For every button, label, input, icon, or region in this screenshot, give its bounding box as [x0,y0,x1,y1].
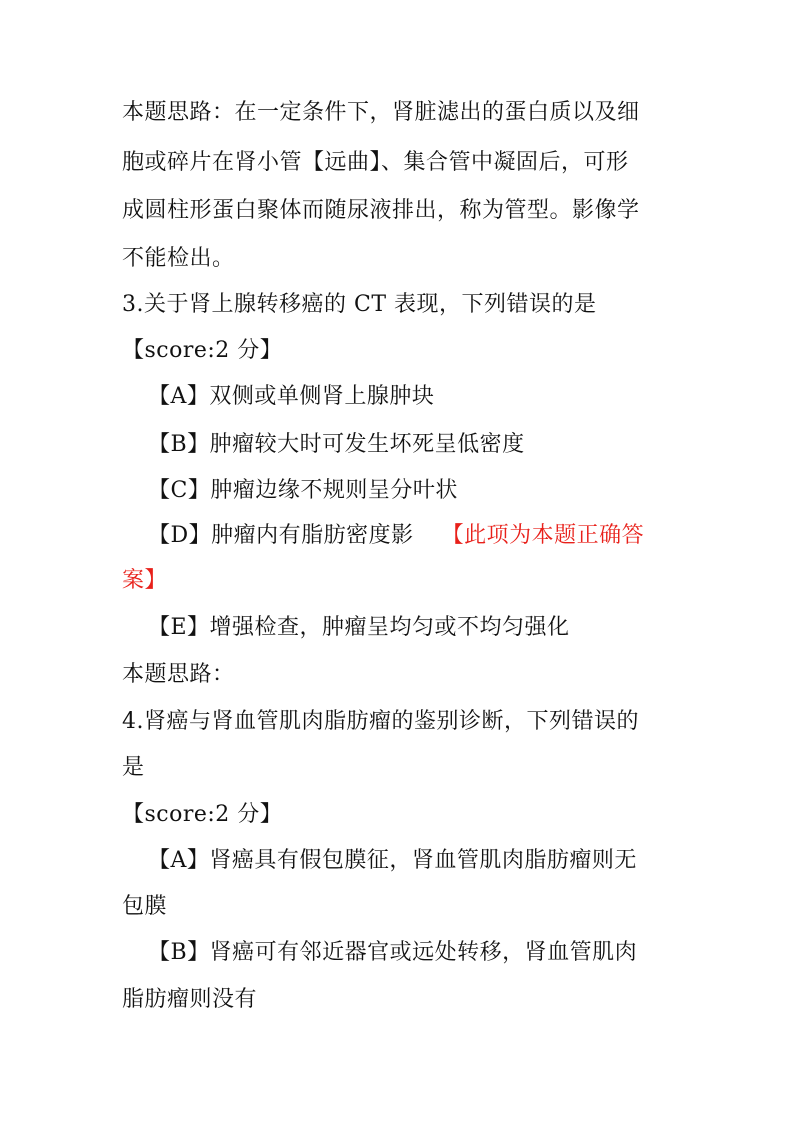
q3-score: 【score:2 分】 [122,338,283,363]
q4-option-b-line-2: 脂肪瘤则没有 [122,987,258,1012]
q3-option-c: 【C】肿瘤边缘不规则呈分叶状 [148,478,458,503]
q4-option-a-line-1: 【A】肾癌具有假包膜征，肾血管肌肉脂肪瘤则无 [148,848,637,873]
q4-question-line-2: 是 [122,755,145,780]
q3-option-b: 【B】肿瘤较大时可发生坏死呈低密度 [148,432,525,457]
q3-option-d [148,521,644,551]
q4-score: 【score:2 分】 [122,802,283,827]
q3-question: 3.关于肾上腺转移癌的 CT 表现，下列错误的是 [122,292,597,317]
q2-explanation-line-2: 胞或碎片在肾小管【远曲】、集合管中凝固后，可形 [122,150,629,175]
q3-option-d-text: 【D】肿瘤内有脂肪密度影 [148,523,414,548]
q2-explanation-line-1: 本题思路：在一定条件下，肾脏滤出的蛋白质以及细 [122,100,640,125]
q4-option-b-line-1: 【B】肾癌可有邻近器官或远处转移，肾血管肌肉 [148,940,638,965]
correct-answer-marker-part-1: 【此项为本题正确答 [441,523,645,548]
q3-option-e: 【E】增强检查，肿瘤呈均匀或不均匀强化 [148,615,570,640]
q4-option-a-line-2: 包膜 [122,894,168,919]
q4-question-line-1: 4.肾癌与肾血管肌肉脂肪瘤的鉴别诊断，下列错误的 [122,709,639,734]
q2-explanation-line-3: 成圆柱形蛋白聚体而随尿液排出，称为管型。影像学 [122,198,640,223]
q2-explanation-line-4: 不能检出。 [122,246,235,271]
q3-option-a: 【A】双侧或单侧肾上腺肿块 [148,384,435,409]
q3-explanation: 本题思路： [122,662,235,687]
correct-answer-marker-part-2: 案】 [122,568,168,593]
